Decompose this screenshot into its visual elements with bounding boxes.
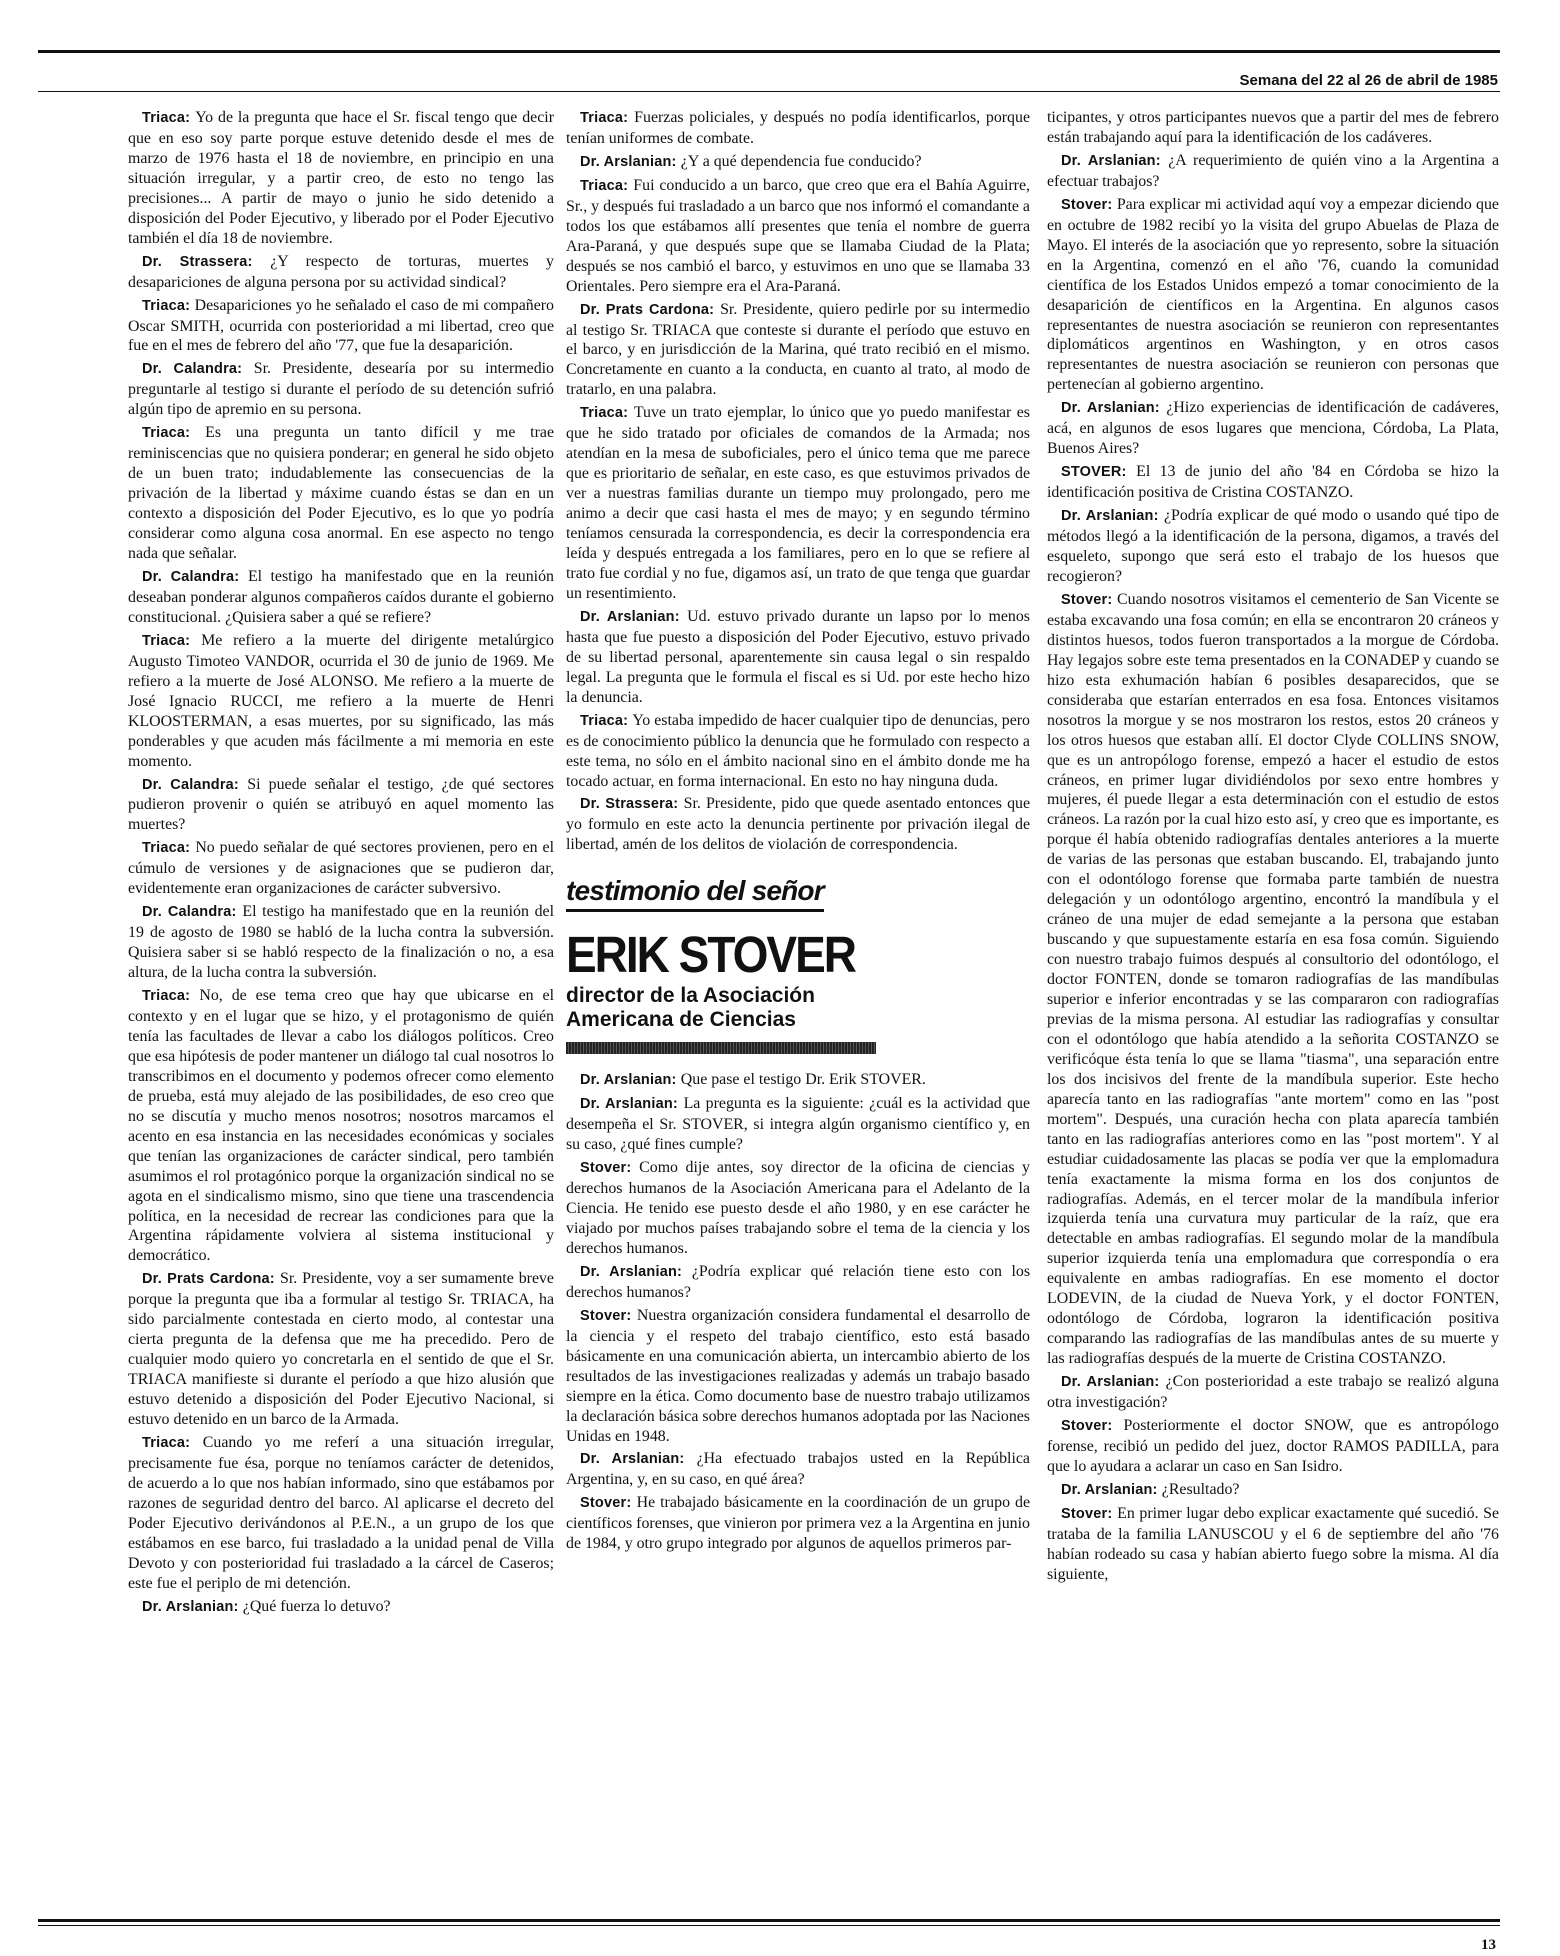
dialogue-paragraph xyxy=(128,838,554,899)
speaker-label: Dr. Arslanian: xyxy=(580,608,680,625)
speaker-label: Triaca: xyxy=(580,177,629,194)
witness-role-line-1: director de la Asociación xyxy=(566,984,815,1008)
dialogue-text: Cuando nosotros visitamos el cementerio de San Vicente se estaba excavando una fosa común; en ella se encontraron 20 cráneos y distintos huesos, todos fueron transportados a la morgue de Córdoba. Hay legajos sobre este tema presentados en la CONADEP y cuando se hizo esta exhumación habían 6 posibles desaparecidos, que se consideraba que estarían enterrados en esa fosa. Entonces visitamos nosotros la morgue y se nos mostraron los restos, estos 20 cráneos y los otros huesos que estaban allí. El doctor Clyde COLLINS SNOW, que es un antropólogo forense, empezó a hacer el estudio de estos cráneos, en primer lugar dividiéndolos por sexo entre hombres y mujeres, él puede llegar a esta determinación con el estudio de estos cráneos. La razón por la cual hizo esto así, y creo que es importante, es porque él había obtenido radiografías dentales anteriores a la muerte de varias de las personas que estaban buscando. El, trabajando junto con el odontólogo forense que formaba parte también de nuestra delegación y un odontólogo argentino, encontró la mandíbula y el cráneo de una mujer de edad semejante a la persona que estaban buscando y que supuestamente estaría en esa fosa común. Siguiendo con nuestro trabajo fuimos después al consultorio del odontólogo, el doctor FONTEN, donde se tomaron radiografías de las mandíbulas superior e inferior encontradas y se las compararon con radiografías previas de la misma persona. Al estudiar las radiografías y consultar con el odontólogo que había atendido a la señorita COSTANZO se verificóque ésta tenía lo que se llama "tiasma", una separación entre los dos incisivos del frente de la mandíbula superior. Este hecho aparecía tanto en las radiografías "ante mortem" como en las "post mortem". Después, una curación hecha con plata aparecía también tanto en las radiografías anteriores como en las "post mortem". Y al estudiar cuidadosamente las placas se podía ver que la emplomadura tenía exactamente la misma forma en los dos conjuntos de radiografías. Además, en el tercer molar de la mandíbula inferior izquierda tenía una curvatura muy particular de la raíz, que era detectable en ambas radiografías. El segundo molar de la mandíbula superior izquierda tenía una emplomadura que correspondía o era equivalente en ambas radiografías. En ese momento el doctor LODEVIN, de la ciudad de Nueva York, y el doctor FONTEN, odontólogo de Córdoba, lograron la identificación positiva comparando las radiografías de las mandíbulas antes de su muerte y las radiografías después de la muerte de Cristina COSTANZO. xyxy=(1047,590,1499,1368)
speaker-label: STOVER: xyxy=(1061,464,1127,481)
dialogue-paragraph xyxy=(1047,590,1499,1369)
dialogue-paragraph xyxy=(566,1449,1030,1490)
dialogue-text: No, de ese tema creo que hay que ubicarse en el contexto y en el lugar que se hizo, y el protagonismo de quién tenía las facultades de llevar a cabo los diálogos políticos. Creo que esa hipótesis de poder mantener un diálogo tal cual nosotros lo transcribimos en el documento y podemos ofrecer como elemento de prueba, está muy alejado de las posibilidades, de eso creo que no se discutía y mucho menos nosotros; nosotros marcamos el acento en esa instancia en las necesidades económicas y sociales que tenían las organizaciones de carácter sindical, pero también asumimos el rol protagónico porque la organización sindical no se agota en el sindicalismo mismo, sino que tiene una trascendencia política, en la necesidad de recrear las condiciones para que la Argentina rápidamente volviera al sistema institucional y democrático. xyxy=(128,987,554,1265)
witness-role xyxy=(566,984,1030,1032)
speaker-label: Dr. Prats Cardona: xyxy=(142,1271,275,1288)
dialogue-text: ¿Hizo experiencias de identificación de cadáveres, acá, en algunos de esos lugares que menciona, Córdoba, La Plata, Buenos Aires? xyxy=(1047,399,1499,458)
dialogue-text: Fui conducido a un barco, que creo que era el Bahía Aguirre, Sr., y después fui trasladado a un barco que nos informó el comandante a todos los que estábamos allí presentes que tenía el nombre de guerra Ara-Paraná, y que después supe que se llamaba Ciudad de la Plata; después se nos cambió el barco, y estuvimos en uno que se llamaba 33 Orientales. Pero siempre era el Ara-Paraná. xyxy=(566,176,1030,295)
dialogue-text: Yo de la pregunta que hace el Sr. fiscal tengo que decir que en eso soy parte porque estuve detenido desde el mes de marzo de 1976 hasta el 18 de noviembre, en principio en una situación irregular, y a partir creo, de esto no tengo las precisiones... A partir de mayo o junio he sido detenido a disposición del Poder Ejecutivo, y liberado por el Poder Ejecutivo también el día 18 de noviembre. xyxy=(128,109,554,247)
column-2 xyxy=(566,108,1030,1918)
page-number: 13 xyxy=(1481,1937,1496,1953)
dialogue-text: Yo estaba impedido de hacer cualquier tipo de denuncias, pero es de conocimiento público la denuncia que he formulado con respecto a este tema, no sólo en el ámbito nacional sino en el ámbito donde me ha tocado actuar, en forma internacional. En esto no hay ninguna duda. xyxy=(566,711,1030,790)
dialogue-paragraph xyxy=(128,359,554,420)
dialogue-text: Para explicar mi actividad aquí voy a empezar diciendo que en octubre de 1982 recibí yo la visita del grupo Abuelas de Plaza de Mayo. El interés de la asociación que yo represento, sobre la situación en la Argentina, comenzó en el año '76, cuando la comunidad científica de los Estados Unidos empezó a tomar conocimiento de la desaparición de científicos en la Argentina. En algunos casos representantes de nuestra asociación se reunieron con representantes diplomáticos argentinos en Washington, y en otros casos representantes de nuestra asociación se reunieron con personas que pertenecían al gobierno argentino. xyxy=(1047,195,1499,394)
dialogue-paragraph xyxy=(128,1433,554,1594)
speaker-label: Triaca: xyxy=(142,632,191,649)
dialogue-paragraph xyxy=(1047,195,1499,396)
dialogue-paragraph xyxy=(566,152,1030,173)
dialogue-paragraph xyxy=(128,986,554,1266)
dialogue-text: El testigo ha manifestado que en la reunión deseaban ponderar algunos compañeros caídos durante el gobierno constitucional. ¿Quisiera saber a qué se refiere? xyxy=(128,567,554,626)
speaker-label: Dr. Arslanian: xyxy=(1061,152,1161,169)
dialogue-text: ¿Y a qué dependencia fue conducido? xyxy=(680,152,922,170)
dialogue-text: Tuve un trato ejemplar, lo único que yo puedo manifestar es que he sido tratado por oficiales de comandos de la Armada; nos atendían en la mesa de suboficiales, pero el único tema que me parece que es prioritario de señalar, en este caso, es que estuvimos privados de ver a nuestras familias durante un tiempo muy prolongado, pero me animo a decir que casi hasta el mes de mayo; y en segundo término teníamos censurada la correspondencia, es decir la correspondencia era leída y después entregada a los familiares, pero en lo que se refiere al trato fue cordial y no fue, digamos así, un trato de que tenga que guardar un resentimiento. xyxy=(566,404,1030,602)
dialogue-paragraph xyxy=(1047,1416,1499,1477)
dialogue-paragraph xyxy=(128,423,554,564)
speaker-label: Stover: xyxy=(1061,196,1113,213)
dialogue-text: La pregunta es la siguiente: ¿cuál es la actividad que desempeña el Sr. STOVER, si integra algún organismo científico y, en su caso, ¿qué fines cumple? xyxy=(566,1095,1030,1154)
speaker-label: Dr. Calandra: xyxy=(142,361,243,378)
speaker-label: Dr. Arslanian: xyxy=(1061,400,1160,417)
dialogue-text: El testigo ha manifestado que en la reunión del 19 de agosto de 1980 se habló de la lucha contra la subversión. Quisiera saber si se habló respecto de la finalización o no, a esa altura, de la lucha contra la subversión. xyxy=(128,903,554,982)
witness-name: ERIK STOVER xyxy=(566,926,855,984)
column-1 xyxy=(128,108,554,1918)
dialogue-paragraph xyxy=(1047,506,1499,587)
dialogue-text: Sr. Presidente, voy a ser sumamente breve porque la pregunta que iba a formular al testigo Sr. TRIACA, ha sido parcialmente contestada en cierto modo, al contestar una cierta pregunta de la defensa que me ha precedido. Pero de cualquier modo quiero yo concretarla en el sentido de que el Sr. TRIACA manifieste si durante el período a que hizo alusión que estuvo detenido a disposición del Poder Ejecutivo Nacional, si estuvo detenido en un barco de la Armada. xyxy=(128,1270,554,1429)
speaker-label: Dr. Arslanian: xyxy=(580,1263,683,1280)
speaker-label: Triaca: xyxy=(580,712,629,729)
speaker-label: Dr. Calandra: xyxy=(142,776,239,793)
speaker-label: Dr. Arslanian: xyxy=(580,1072,677,1089)
column-2-dialogue-after xyxy=(566,1070,1030,1554)
dialogue-text: ¿Ha efectuado trabajos usted en la República Argentina, y, en su caso, en qué área? xyxy=(566,1450,1030,1489)
dialogue-paragraph xyxy=(128,567,554,628)
dialogue-text: ¿Con posterioridad a este trabajo se realizó alguna otra investigación? xyxy=(1047,1373,1499,1412)
top-rule xyxy=(38,50,1500,53)
dialogue-text: No puedo señalar de qué sectores provienen, pero en el cúmulo de versiones y de asignaciones que se pudieron dar, evidentemente eran organizaciones de carácter subversivo. xyxy=(128,839,554,898)
dialogue-paragraph xyxy=(1047,1504,1499,1585)
dialogue-text: Que pase el testigo Dr. Erik STOVER. xyxy=(680,1071,926,1089)
dialogue-paragraph xyxy=(1047,151,1499,192)
header-rule xyxy=(38,91,1500,92)
dialogue-paragraph xyxy=(566,403,1030,604)
dialogue-text: ¿Podría explicar qué relación tiene esto con los derechos humanos? xyxy=(566,1262,1030,1301)
dialogue-paragraph xyxy=(566,794,1030,855)
dialogue-paragraph xyxy=(128,1597,554,1618)
dialogue-paragraph xyxy=(128,1269,554,1430)
dialogue-text: Nuestra organización considera fundamental el desarrollo de la ciencia y el respeto del trabajo científico, esto está basado básicamente en una comunicación abierta, un intercambio abierto de los resultados de las investigaciones realizadas y además un trabajo basado siempre en la ética. Como documento base de nuestro trabajo utilizamos la declaración básica sobre derechos humanos adoptada por las Naciones Unidas en 1948. xyxy=(566,1306,1030,1445)
dialogue-text: Ud. estuvo privado durante un lapso por lo menos hasta que fue puesto a disposición del Poder Ejecutivo, estuvo privado de su libertad personal, aparentemente sin causa legal o sin respaldo legal. La pregunta que le formula el fiscal es si Ud. por este hecho hizo la denuncia. xyxy=(566,607,1030,706)
dialogue-text: Fuerzas policiales, y después no podía identificarlos, porque tenían uniformes de combate. xyxy=(566,109,1030,147)
speaker-label: Dr. Arslanian: xyxy=(1061,1481,1158,1498)
witness-role-line-2: Americana de Ciencias xyxy=(566,1008,796,1032)
testimony-kicker: testimonio del señor xyxy=(566,875,824,912)
dialogue-paragraph xyxy=(566,711,1030,792)
dialogue-paragraph xyxy=(566,300,1030,401)
dialogue-paragraph xyxy=(566,1070,1030,1091)
speaker-label: Dr. Strassera: xyxy=(580,796,679,813)
dialogue-text: Me refiero a la muerte del dirigente metalúrgico Augusto Timoteo VANDOR, ocurrida el 30 de junio de 1969. Me refiero a la muerte de José ALONSO. Me refiero a la muerte de José Ignacio RUCCI, me refiero a la muerte de Henri KLOOSTERMAN, a esas muertes, por su significado, las más ponderables y que acuden más fácilmente a mi memoria en este momento. xyxy=(128,631,554,770)
dialogue-text: El 13 de junio del año '84 en Córdoba se hizo la identificación positiva de Cristina COSTANZO. xyxy=(1047,463,1499,502)
speaker-label: Triaca: xyxy=(142,110,191,126)
dialogue-text: Sr. Presidente, desearía por su intermedio preguntarle al testigo si durante el período de su detención sufrió algún tipo de apremio en su persona. xyxy=(128,360,554,419)
speaker-label: Dr. Arslanian: xyxy=(1061,1374,1160,1391)
dialogue-paragraph xyxy=(566,1262,1030,1303)
dialogue-text: Cuando yo me referí a una situación irregular, precisamente fue ésa, porque no teníamos carácter de detenidos, de acuerdo a lo que nos habían informado, sino que estábamos por razones de seguridad dentro del barco. Al aplicarse el decreto del Poder Ejecutivo derivándonos al P.E.N., a un grupo de los que estábamos en ese barco, fui trasladado a la unidad penal de Villa Devoto y con posterioridad fui trasladado a la cárcel de Caseros; este fue el periplo de mi detención. xyxy=(128,1434,554,1592)
dialogue-paragraph xyxy=(128,108,554,249)
dialogue-paragraph xyxy=(566,1493,1030,1554)
speaker-label: Dr. Calandra: xyxy=(142,904,237,921)
dialogue-paragraph xyxy=(128,775,554,836)
dialogue-text: Como dije antes, soy director de la oficina de ciencias y derechos humanos de la Asociación Americana para el Adelanto de la Ciencia. He tenido ese puesto desde el año 1980, y en ese carácter he viajado por muchos países trabajando sobre el tema de la ciencia y los derechos humanos. xyxy=(566,1159,1030,1257)
dialogue-paragraph xyxy=(1047,462,1499,503)
dialogue-paragraph xyxy=(566,108,1030,149)
dialogue-paragraph xyxy=(128,296,554,357)
dialogue-text: Desapariciones yo he señalado el caso de mi compañero Oscar SMITH, ocurrida con posterioridad a mi libertad, creo que fue en el mes de febrero del año '77, que fue la desaparición. xyxy=(128,296,554,355)
speaker-label: Triaca: xyxy=(142,988,191,1005)
speaker-label: Stover: xyxy=(1061,591,1113,608)
dialogue-text: ticipantes, y otros participantes nuevos que a partir del mes de febrero están trabajando aquí para la identificación de los cadáveres. xyxy=(1047,109,1499,146)
dialogue-text: ¿A requerimiento de quién vino a la Argentina a efectuar trabajos? xyxy=(1047,151,1499,190)
dialogue-text: Sr. Presidente, pido que quede asentado entonces que yo formulo en este acto la denuncia pertinente por privación ilegal de libertad, amén de los delitos de violación de correspondencia. xyxy=(566,795,1030,854)
dialogue-text: Si puede señalar el testigo, ¿de qué sectores pudieron provenir o quién se atribuyó en aquel momento las muertes? xyxy=(128,775,554,834)
dialogue-text: ¿Resultado? xyxy=(1161,1480,1240,1498)
speaker-label: Triaca: xyxy=(142,425,191,442)
dialogue-text: ¿Qué fuerza lo detuvo? xyxy=(242,1597,391,1615)
speaker-label: Stover: xyxy=(1061,1505,1113,1522)
speaker-label: Triaca: xyxy=(580,110,629,126)
dialogue-paragraph xyxy=(566,1158,1030,1259)
dialogue-text: ¿Podría explicar de qué modo o usando qué tipo de métodos llegó a la identificación de la persona, digamos, a través del esqueleto, supongo que será esto el trabajo de los huesos que recogieron? xyxy=(1047,507,1499,585)
dialogue-paragraph xyxy=(1047,1372,1499,1413)
speaker-label: Dr. Prats Cardona: xyxy=(580,301,715,318)
speaker-label: Stover: xyxy=(580,1307,632,1324)
speaker-label: Triaca: xyxy=(142,297,191,314)
testimony-heading xyxy=(566,875,1030,1054)
speaker-label: Stover: xyxy=(1061,1418,1113,1434)
speaker-label: Dr. Calandra: xyxy=(142,568,240,585)
speaker-label: Dr. Arslanian: xyxy=(580,1451,685,1468)
speaker-label: Dr. Arslanian: xyxy=(142,1598,239,1615)
speaker-label: Dr. Arslanian: xyxy=(580,1096,678,1113)
speaker-label: Triaca: xyxy=(142,1435,191,1451)
speaker-label: Triaca: xyxy=(580,405,629,422)
dialogue-paragraph xyxy=(1047,1480,1499,1501)
dialogue-text: Posteriormente el doctor SNOW, que es antropólogo forense, recibió un pedido del juez, doctor RAMOS PADILLA, para que lo ayudara a aclarar un caso en San Isidro. xyxy=(1047,1417,1499,1475)
speaker-label: Triaca: xyxy=(142,840,191,857)
bottom-rule-thin xyxy=(38,1925,1500,1926)
dialogue-paragraph xyxy=(128,902,554,983)
dialogue-text: Es una pregunta un tanto difícil y me trae reminiscencias que no quisiera ponderar; en general he sido objeto de un buen trato; indudablemente las consecuencias de la privación de la libertad y máxime cuando éstas se dan en un contexto a disposición del Poder Ejecutivo, es lo que yo podría considerar como alguna cosa anormal. En ese aspecto no tengo nada que señalar. xyxy=(128,424,554,563)
header-date: Semana del 22 al 26 de abril de 1985 xyxy=(1239,72,1498,89)
speaker-label: Dr. Strassera: xyxy=(142,253,253,270)
dialogue-text: Sr. Presidente, quiero pedirle por su intermedio al testigo Sr. TRIACA que conteste si durante el período que estuvo en el barco, y en jurisdicción de la Marina, qué trato recibió en el mismo. Concretamente en cuanto a la conducta, en cuanto al trato, al modo de tratarlo, en una palabra. xyxy=(566,300,1030,399)
column-2-dialogue-before xyxy=(566,108,1030,855)
dialogue-paragraph xyxy=(128,631,554,772)
dialogue-paragraph xyxy=(566,607,1030,708)
speaker-label: Dr. Arslanian: xyxy=(580,153,677,170)
dialogue-text: ¿Y respecto de torturas, muertes y desapariciones de alguna persona por su actividad sindical? xyxy=(128,252,554,291)
dialogue-paragraph xyxy=(128,252,554,293)
column-3 xyxy=(1047,108,1499,1918)
speaker-label: Stover: xyxy=(580,1160,632,1177)
dialogue-paragraph xyxy=(566,1094,1030,1155)
dialogue-paragraph xyxy=(566,176,1030,297)
dialogue-text: En primer lugar debo explicar exactamente qué sucedió. Se trataba de la familia LANUSCOU y el 6 de septiembre del año '76 habían rodeado su casa y habían abierto fuego sobre la misma. Al día siguiente, xyxy=(1047,1504,1499,1583)
dialogue-paragraph xyxy=(1047,398,1499,459)
speaker-label: Stover: xyxy=(580,1495,632,1512)
speaker-label: Dr. Arslanian: xyxy=(1061,508,1159,525)
dialogue-text: He trabajado básicamente en la coordinación de un grupo de científicos forenses, que vinieron por primera vez a la Argentina en junio de 1984, y otro grupo integrado por algunos de aquellos primeros par- xyxy=(566,1494,1030,1553)
dialogue-paragraph xyxy=(1047,108,1499,148)
dialogue-paragraph xyxy=(566,1306,1030,1447)
bottom-rule xyxy=(38,1919,1500,1922)
heading-bar xyxy=(566,1042,876,1054)
